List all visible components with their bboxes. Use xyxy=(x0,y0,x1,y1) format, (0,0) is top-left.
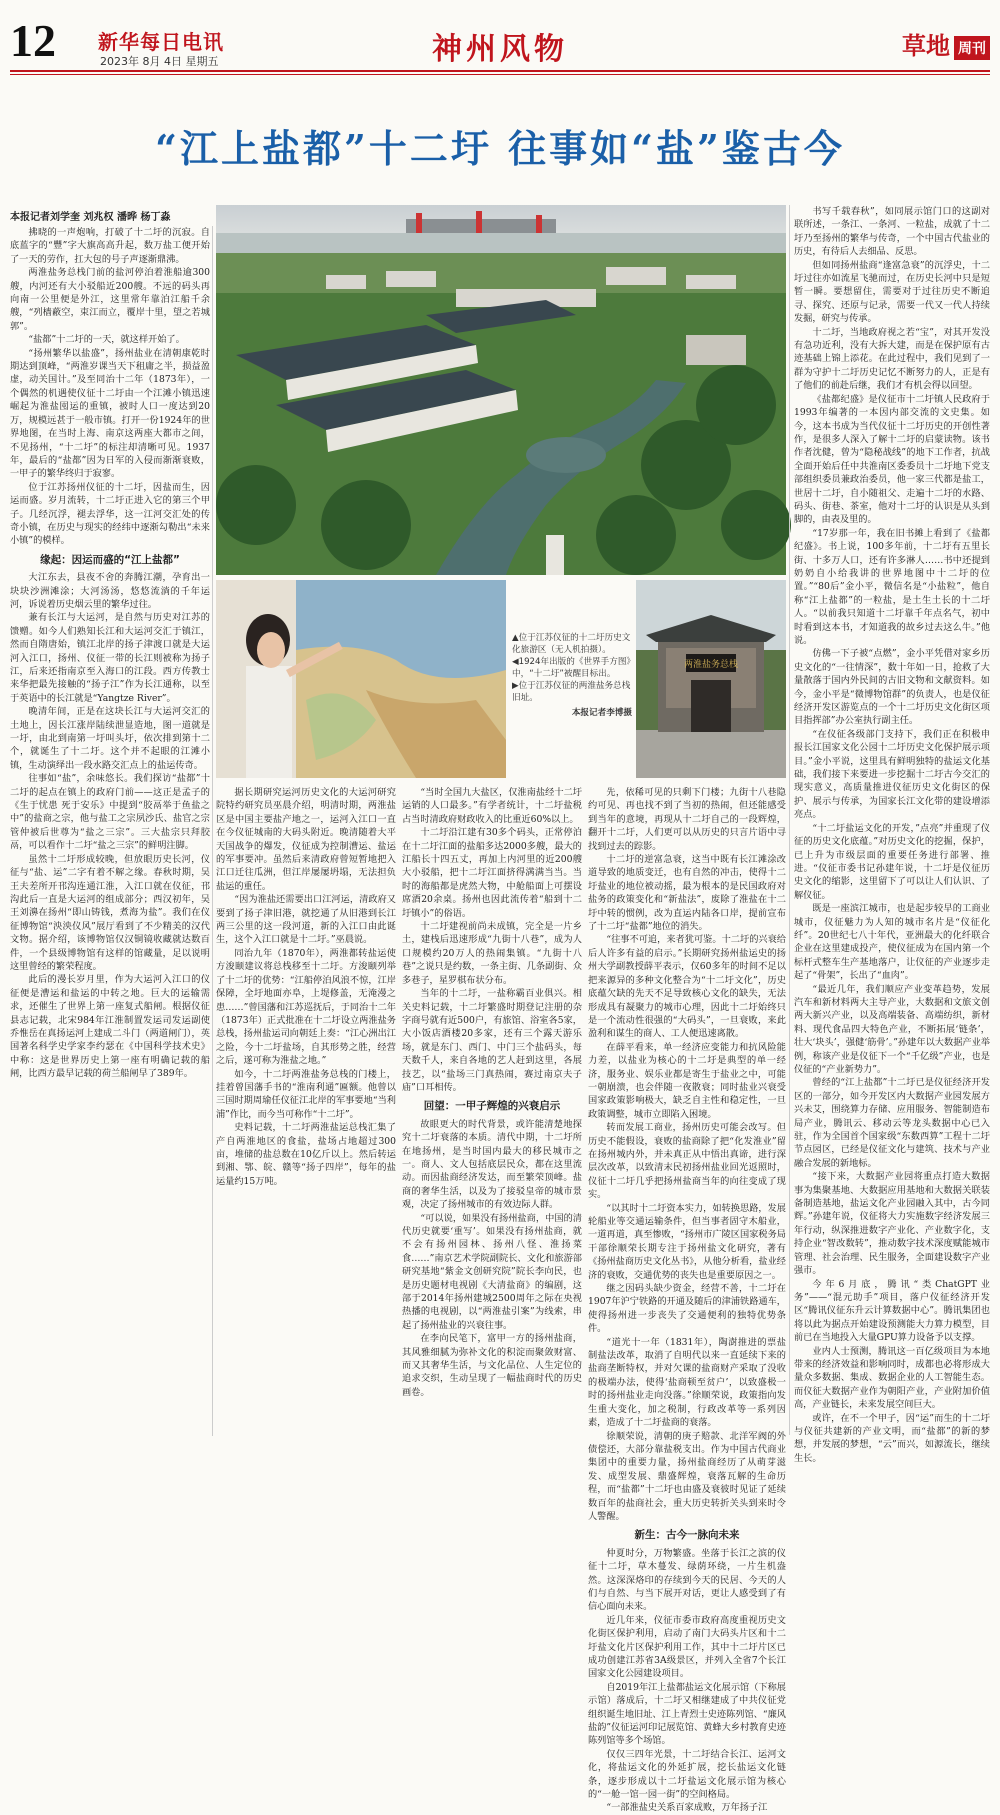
paragraph: “当时全国九大盐区，仅淮南盐经十二圩运销的人口最多。”有学者统计，十二圩盐税占当时清政府财政收入的比重近60%以上。 xyxy=(402,787,582,825)
paragraph: 故眼更大的时代背景，或许能清楚地探究十二圩衰落的本质。清代中期，十二圩所在地扬州，是当时国内最大的移民城市之一。商人、文人包括底层民众，都在这里流动。而因盐商经济发达，而至繁荣顶峰。盐商的奢华生活，以及为了接驳皇帝的城市景观，决定了扬州城市的有效边际人群。 xyxy=(402,1118,582,1211)
paragraph: 十二圩建视前尚未成镇，完全是一片乡土，建栈后迅速形成“九街十八巷”，成为人口规模约20万人的热闹集镇。“九街十八巷”之说只是约数，一条主街、几条副街、众多巷子，星罗棋布状分布。 xyxy=(402,921,582,986)
photo-captions xyxy=(512,632,632,719)
paragraph: 仿佛一下子被“点燃”，金小平凭借对家乡历史文化的“一往情深”，数十年如一日，抢救了大量散落于国内外民间的古旧文物和文献资料。如今，金小平是“微博物馆群”的负责人，也是仪征经济开发区游览点的一个十二圩历史文化街区项目指挥部”办公室执行副主任。 xyxy=(794,648,990,727)
text-column-3 xyxy=(402,786,582,1436)
paragraph: 兼有长江与大运河，是自然与历史对江苏的馈赠。如今人们熟知长江和大运河交汇于镇江，然而自隋唐始，镇江北岸的扬子津渡口就是大运河入江口，扬州、仪征一带的长江则被称为扬子江，后来还指南京至入海口的江段。西方传教士来华把最先接触的“扬子江”作为长江通称，以至于英语中的长江就是“Yangtze River”。 xyxy=(10,612,210,704)
aerial-photo xyxy=(216,205,786,575)
weekly-name: 草地 xyxy=(902,31,950,60)
paragraph: 在李向民笔下，富甲一方的扬州盐商，其风雅细腻为弥补文化的积淀而聚敛财富、而又其奢华生活，与文化品位、人生定位的追求交织，生动呈现了一幅盐商时代的历史画卷。 xyxy=(402,1333,582,1398)
paragraph: “可以说，如果没有扬州盐商，中国的清代历史就要‘重写’。如果没有扬州盐商，就不会有扬州园林、扬州八怪、淮扬菜食……”南京艺术学院副院长、文化和旅游部研究基地“紫金文创研究院”院长李向民，也是历史题材电视剧《大清盐商》的编剧，这部于2014年扬州建城2500周年之际在央视热播的电视剧，以“两淮盐引案”为线索，串起了扬州盐业的兴衰往事。 xyxy=(402,1212,582,1331)
paragraph: 自2019年江上盐都盐运文化展示馆（下称展示馆）落成后，十二圩又相继建成了中共仪征党组织诞生地旧址、江上青烈士史迹陈列馆、“廉风盐韵”仪征运河印记展览馆、黄蜂大乡村教育史迹陈列馆等多个场馆。 xyxy=(588,1681,786,1747)
paragraph: 今年6月底，腾讯“类ChatGPT业务”——“混元助手”项目，落户仪征经济开发区“腾讯仪征东升云计算数据中心”。腾讯集团也将以此为据点开始建设预测能大力算力模型，目前已在当地投入大量GPU算力设备予以支撑。 xyxy=(794,1278,990,1344)
paragraph: 曾经的“江上盐都”十二圩已是仪征经济开发区的一部分，如今开发区内大数据产业园发展方兴未艾，围绕算力存储、应用服务、智能制造布局产业，腾讯云、移动云等龙头数据中心已入驻，作为全国首个国家级“东数西算”工程十二圩节点园区，已经是仪征文化与建筑、技术与产业融合发展的新地标。 xyxy=(794,1077,990,1169)
weekly-logo xyxy=(902,26,990,61)
caption-gate: ▶位于江苏仪征的两淮盐务总栈旧址。 xyxy=(512,681,631,703)
paragraph: “盐都”十二圩的一天，就这样开始了。 xyxy=(28,334,185,346)
paragraph: 仲夏时分，万物繁盛。坐落于长江之滨的仪征十二圩，草木蔓发、绿荫环绕，一片生机盎然。这深深烙印的存续到今天的民居、今天的人们与自然、与当下展开对话，更让人感受到了有信心面向未来。 xyxy=(588,1547,786,1613)
paragraph: 十二圩沿江建有30多个码头，正常停泊在十二圩江面的盐船多达2000多艘，最大的江船长十四五丈，再加上内河里的近200艘大小驳船，把十二圩江面挤得满满当当。当时的海船都是虎然大物，中舱船面上可摆设席酒20余桌。扬州也因此流传着“船到十二圩镇小”的俗语。 xyxy=(402,827,582,919)
paragraph: 《盐都纪盛》是仪征市十二圩镇人民政府于1993年编著的一本因内部交流的文史集。如今，这本书成为当代仪征十二圩历史的开创性著作，是很多人深入了解十二圩的启蒙读物。该书作者沈健，曾为“隐秘战线”的地下工作者，抗战全面开始后任中共淮南区委委员十二圩地下党支部组织委员兼政治委员，他一家三代都是盐工，世居十二圩，自小随祖父、走遍十二圩的水路、码头、街巷、茶室，他对十二圩的认识是从头到脚的，由表及里的。 xyxy=(794,393,990,526)
paragraph: “在仪征各级部门支持下，我们正在积极申报长江国家文化公园十二圩历史文化保护展示项目。”金小平说，这里具有鲜明独特的盐运文化基础，我们接下来要进一步挖掘十二圩古今交汇的现实意义，高质量推进仪征历史文化街区的保护、展示与传承，为国家长江文化带的建设增添亮点。 xyxy=(794,728,990,821)
paragraph: “十二圩盐运文化的开发，”点亮”并重现了仪征的历史文化底蕴。”对历史文化的挖掘，保护，已上升为市级层面的重要任务进行部署、推进。“仪征市委书记孙建年说，十二圩是仪征历史文化的缩影，这里留下了可以让人们认识、了解仪征。 xyxy=(794,822,990,901)
map-photo xyxy=(216,580,506,778)
paragraph: “最近几年，我们顺应产业变革趋势，发展汽车和新材料两大主导产业，大数据和文旅文创两大新兴产业，以及高端装备、高端纺织，新材料、现代食品四大特色产业，不断拓展‘链条’，壮大‘块头’，强健‘筋骨’。”孙建年以大数据产业举例，称该产业是仪征下一个“千亿级”产业，也是仪征的“产业新势力”。 xyxy=(794,983,990,1075)
paragraph: 拂晓的一声炮响，打破了十二圩的沉寂。自底蓝字的“豐”字大旗高高升起，数万盐工便开始了一天的劳作，扛大包的号子声逐渐鼎沸。 xyxy=(10,227,210,265)
text-column-6 xyxy=(794,205,990,1464)
paragraph: 在薛平看来，单一经济应变能力和抗风险能力差，以盐业为核心的十二圩是典型的单一经济，服务业、娱乐业都是寄生于盐业之中，可能一朝崩溃，也会伴随一夜散衰；同时盐业兴衰受国家政策影响极大，缺乏自主性和稳定性，一旦政策调整，城市立即陷入困境。 xyxy=(588,1041,786,1120)
article-headline: “江上盐都”十二圩 往事如“盐”鉴古今 xyxy=(155,126,845,171)
paragraph: 两淮盐务总栈门前的盐河停泊着淮船逾300艘，内河还有大小驳船近200艘。不远的码头再向南一公里便是外江，这里常年靠泊江船千余艘，“列樯蔽空，束江而立，覆岸十里，望之若城郭”。 xyxy=(10,267,210,332)
text-column-4 xyxy=(588,786,786,1814)
paragraph: 仅仅三四年光景，十二圩结合长江、运河文化，将盐运文化的外延扩展，挖长盐运文化链条，逐步形成以十二圩盐运文化展示馆为核心的“一舱一馆一园一街”的空间格局。 xyxy=(588,1748,786,1801)
caption-map: ◀1924年出版的《世界手方图》中，“十二圩”被醒目标出。 xyxy=(512,657,631,679)
paragraph: 十二圩的逆富急衰，这当中既有长江滩涂改道导致的地质变迁，也有自然的冲击，使得十二圩盐业的地位被动摇，最为根本的是民国政府对盐务的政策变化和“新盐法”，废除了淮盐在十二圩中转的惯例，改为直运内陆各口岸，提前宣布了十二圩“盐都”地位的消失。 xyxy=(588,854,786,933)
paragraph: 据长期研究运河历史文化的大运河研究院特约研究员巫晨介绍，明清时期，两淮盐区是中国主要盐产地之一，运河入江口一直在今仪征城南的大码头附近。晚清随着大平天国战争的爆发，仪征成为控制漕运、盐运的军事要冲。虽然后来清政府曾短暂地把入江口迁往瓜洲，但江岸屡屡坍塌，无法担负盐运的重任。 xyxy=(216,787,396,892)
paragraph: 但如同扬州盐商“逢富急衰”的沉浮史，十二圩过往亦如流星飞驰而过，在历史长河中只是短暂一瞬。要想留住，需要对于过往历史不断追寻、探究、还原与记录，需要一代又一代人持续发掘，研究与传承。 xyxy=(794,259,990,325)
paragraph: 或许，在不一个甲子，因“运”而生的十二圩与仪征共建新的产业文明，而“盐都”的新的梦想，并发展的梦想，“云”而兴，如源流长，继续生长。 xyxy=(794,1412,990,1464)
paragraph: 当年的十二圩，一盐称霸百业俱兴。相关史料记载，十二圩繁盛时期登记注册的杂字商号就有近500户，有旅馆、浴室各5家，大小饭店酒楼20多家，还有三个露天游乐场，就是东门、西门、中门三个盐码头，每天数千人，来自各地的艺人赶到这里，各展技艺，以“盐场三门真热闹，赛过南京夫子庙”口耳相传。 xyxy=(402,988,582,1093)
paragraph: 业内人士预测，腾讯这一百亿级项目为本地带来的经济效益和影响同时，成都也必将形成大量众多数据、集成、数据企业的人工智能生态。而仪征大数据产业作为朝阳产业，产业附加价值高，产业链长，未来发展空间巨大。 xyxy=(794,1345,990,1411)
paper-name: 新华每日电讯 xyxy=(98,30,224,54)
text-column-1 xyxy=(10,226,210,1436)
subhead-review: 回望：一甲子辉煌的兴衰启示 xyxy=(423,1100,561,1113)
paragraph: 近几年来，仪征市委市政府高度重视历史文化街区保护利用，启动了南门大码头片区和十二圩盐文化片区保护利用工作，其中十二圩片区已成功创建江苏省3A级景区，并列入全省7个长江国家文化公园建设项目。 xyxy=(588,1614,786,1680)
gate-plaque-text: 两淮盐务总栈 xyxy=(683,660,739,670)
masthead-rule-thin xyxy=(10,74,990,75)
paragraph: 位于江苏扬州仪征的十二圩，因盐而生，因运而盛。岁月流转，十二圩正进入它的第三个甲子。几经沉浮，褪去浮华，这一江河交汇处的传奇小镇，在历史与现实的经纬中逐渐勾勒出“未来小镇”的模样。 xyxy=(10,481,210,547)
paragraph: 史料记载，十二圩两淮盐运总栈汇集了产自两淮地区的食盐，盐场占地超过300亩，堆储的盐总数在10亿斤以上。然后转运到湘、鄂、皖、赣等“扬子四岸”，每年的盐运量约15万吨。 xyxy=(216,1122,396,1187)
page-number: 12 xyxy=(10,15,56,66)
dateline: 2023年 8月 4日 星期五 xyxy=(100,55,219,68)
subhead-newlife: 新生：古今一脉向未来 xyxy=(634,1529,740,1542)
paragraph: 同治九年（1870年），两淮都转盐运使方浚颐建议将总栈移至十二圩。方浚颐列举了十二圩的优势：“江船停泊风浪不惊，江岸保障，全圩地面亦阜，上堤修盖，无淹漫之患……”曾国藩和江苏巡抚后，于同治十二年（1873年）正式批准在十二圩设立两淮盐务总栈，扬州盐运司向朝廷上奏：“江心洲出江之险，今十二圩盐场，自其形势之胜，经营之后，遂可称为淮盐之地。” xyxy=(216,947,396,1067)
paragraph: “接下来，大数据产业园将重点打造大数据事为集聚基地、大数据应用基地和大数据关联装备制造基地，盐运文化产业园融入其中，古今同辉。”孙建年说，仪征将大力实施数字经济发展三年行动，纵深推进数字产业化、产业数字化，支持企业“智改数转”，推动数字技术深度赋能城市管理、社会治理、民生服务，全面建设数字产业强市。 xyxy=(794,1171,990,1277)
paragraph: “道光十一年（1831年），陶澍推进的票盐制盐法改革，取消了自明代以来一直延续下来的盐商垄断特权，并对欠课的盐商财产采取了没收的极端办法，使得‘盐商顿至贫户’，以致盛极一时的扬州盐业走向没落。”徐顺荣说，政策指向发生重大变化，加之税制，行政改革等一系列因素，造成了十二圩盐商的衰落。 xyxy=(588,1336,786,1429)
paragraph: 继之因码头缺少资金，经营不善，十二圩在1907年沪宁铁路的开通及随后的津浦铁路通车，使得扬州进一步丧失了交通便利的独特优势条件。 xyxy=(588,1283,786,1335)
paragraph: “17岁那一年，我在旧书摊上看到了《盐都纪盛》。书上说，100多年前，十二圩有五里长街、十多万人口，还有许多淋人……书中还提到奶奶自小给我讲的世界地图中十二圩的位置。”“80后”金小平，微信名是“小盐粒”，他自称“江上盐都”的一粒盐，是土生土长的十二圩人。“以前我只知道十二圩靠千年点名气，初中时看到这本书，才知道我的故乡过去这么牛。”他说。 xyxy=(794,527,990,646)
paragraph: 既是一座滨江城市，也是起步较早的工商业城市，仪征魅力为人知的城市名片是“仪征化纤”。20世纪七八十年代，亚洲最大的化纤联合企业在这里建成投产，使仪征成为在国内第一个标杆式整车生产基地落户，让仪征的产业逐步走起了“骨架”，长出了“血肉”。 xyxy=(794,903,990,982)
paragraph: 徐顺荣说，清朝的庚子赔款、北洋军阀的外债偿还，大部分靠盐税支出。作为中国古代商业集团中的重要力量，扬州盐商经历了从萌芽滋发、成型发展、鼎盛辉煌，衰落瓦解的生命历程，而“盐都”十二圩也由盛及衰彼时见证了延续数百年的盐商社会，重大历史转折关头到来时令人警醒。 xyxy=(588,1430,786,1522)
paragraph: 往事如“盐”，余味悠长。我们探访“盐都”十二圩的起点在镇上的政府门前——这正是孟子的《生于忧患 死于安乐》中提到“胶鬲举于鱼盐之中”的盐商之宗，他与盐工之宗夙沙氏、盐官之宗管仲被后世尊为“盐之三宗”。三大盐宗只拜胶鬲，可以看作十二圩“盐之三宗”的鲜明注脚。 xyxy=(10,773,210,852)
paragraph: 此后的漫长岁月里，作为大运河入江口的仪征便是漕运和盐运的中转之地。巨大的运输需求，还催生了世界上第一座复式船闸。根据仪征县志记载，北宋984年江淮制置发运司发运副使乔惟岳在真扬运河上建成二斗门（两道闸门），英国著名科学史学家李约瑟在《中国科学技术史》中称：这是世界历史上第一座有明确记载的船闸，比西方最早记载的荷兰船闸早了389年。 xyxy=(10,974,210,1080)
subhead-origin: 缘起：因运而盛的“江上盐都” xyxy=(40,553,180,566)
paragraph: “往事不可追，来者犹可鉴。十二圩的兴衰给后人许多有益的启示。”长期研究扬州盐运史的扬州大学副教授薛平表示，仅60多年的时间不足以把来源异的多种文化整合为“十二圩文化”，历史底蕴欠缺的先天不足导致核心文化的缺失，无法形成具有凝聚力的城市心理，因此十二圩始终只是一个流动性很强的“大码头”，一旦衰败，来此盈利和谋生的商人、工人便迅速离散。 xyxy=(588,934,786,1040)
text-column-2 xyxy=(216,786,396,1436)
paragraph: “一部淮盐史关系百家成败，万年扬子江 xyxy=(606,1802,768,1814)
caption-aerial: ▲位于江苏仪征的十二圩历史文化旅游区（无人机拍摄）。 xyxy=(512,633,631,655)
masthead xyxy=(0,0,1000,72)
paragraph: 晚清年间，正是在这块长江与大运河交汇的土地上，因长江涨岸陆续泄显造地，图一道就是一圩，由北到南第一圩叫头圩，依次排到第十二个，就诞生了十二圩。这个并不起眼的江滩小镇，生动演绎出一段水路交汇点上的盐运传奇。 xyxy=(10,706,210,771)
paragraph: 书写千载春秋”，如同展示馆门口的这副对联所述，一条江、一条河、一粒盐，成就了十二圩乃至扬州的繁华与传奇，一个中国古代盐业的历史，有待后人去细品、反思。 xyxy=(794,206,990,258)
paragraph: “因为淮盐还需要出口江河运，清政府又要到了扬子津旧港，就挖通了从旧港到长江两三公里的这一段河道，新的入江口由此诞生，这个入江口就是十二圩。”巫晨说。 xyxy=(216,894,396,946)
paragraph: 先，依稀可见的只剩下门楼；九街十八巷隐约可见、再也找不到了当初的热闹，但还能感受到当年的意境，再现从十二圩自己的一段辉煌，翻开十二圩，人们更可以从历史的只言片语中寻找到过去的踪影。 xyxy=(588,787,786,852)
weekly-tag: 周刊 xyxy=(954,36,990,60)
column-divider xyxy=(212,226,213,1436)
masthead-rule xyxy=(10,70,990,72)
article-byline: 本报记者刘学奎 刘兆权 潘晔 杨丁淼 xyxy=(10,212,171,223)
paragraph: 如今，十二圩两淮盐务总栈的门楼上，挂着曾国藩手书的“淮南利通”匾额。他曾以三国时期周瑜任仪征江北岸的军事要地“当利浦”作比，而今当可称作“十二圩”。 xyxy=(216,1068,396,1120)
paragraph: “扬州繁华以盐盛”，扬州盐业在清朝康乾时期达到顶峰，“两淮岁课当天下租庸之半，损益盈虚，动关国计。”及至同治十二年（1873年），一个偶然的机遇使仪征十二圩由一个江滩小镇迅速崛起为淮盐囤运的重镇，被时人口一度达到20万，规模远甚于一般市镇。打开一份1924年的世界地图，在当时上海、南京这两座大都市之间，不见扬州，“十二圩”的标注却清晰可见。1937年，最后的“盐都”因为日军的入侵而渐渐衰败，一甲子的繁华终归于寂寥。 xyxy=(10,347,210,480)
gate-photo xyxy=(636,580,786,778)
column-divider xyxy=(789,205,790,1435)
section-title: 神州风物 xyxy=(432,32,568,67)
paragraph: “以其时十二圩资本实力，如转换思路，发展轮船业等交通运输条件，但当事者固守木船业，一道再道，真至惨败，“扬州市广陵区国家税务局干部徐顺荣长期专注于扬州盐文化研究，著有《扬州盐商历史文化丛书》，从他分析看，盐业经济的衰败，交通优势的丧失也是重要原因之一。 xyxy=(588,1202,786,1281)
paragraph: 转而发展工商业，扬州历史可能会改写。但历史不能假设，衰败的盐商除了把“化发淮业”留在扬州城内外，并未真正从中悟出真谛，进行深层次改革，以致清末民初扬州盐业回光返照时，仪征十二圩几乎把扬州盐商当年的向往变成了现实。 xyxy=(588,1122,786,1201)
photo-credit: 本报记者李博摄 xyxy=(571,708,632,718)
paragraph: 十二圩，当地政府视之若“宝”，对其开发没有急功近利，没有大拆大建，而是在保护原有古迹基础上锦上添花。在此过程中，我们见到了一群为守护十二圩历史记忆不断努力的人，正是有了他们的前赴后继，我们才有机会得以回望。 xyxy=(794,326,990,392)
paragraph: 大江东去，县夜不舍的奔腾江潮，孕育出一块块沙洲滩涂；大河汤汤，悠悠流淌的千年运河，诉说着历史烟云里的繁华过往。 xyxy=(10,572,210,610)
paragraph: 虽然十二圩形成较晚，但放眼历史长河，仪征与“盐、运”二字有着不解之缘。春秋时期，吴王夫差所开邗沟连通江淮，入江口就在仪征，邗沟此后一直是大运河的组成部分；西汉初年，吴王刘濞在扬州“即山铸钱，煮海为盐”。我们在仪征博物馆“泱泱仪风”展厅看到了不少精美的汉代文物。据介绍，该博物馆仅汉铜镜收藏就达数百件，一个县级博物馆有这样的馆藏量，足以说明这里曾经的繁荣程度。 xyxy=(10,853,210,972)
